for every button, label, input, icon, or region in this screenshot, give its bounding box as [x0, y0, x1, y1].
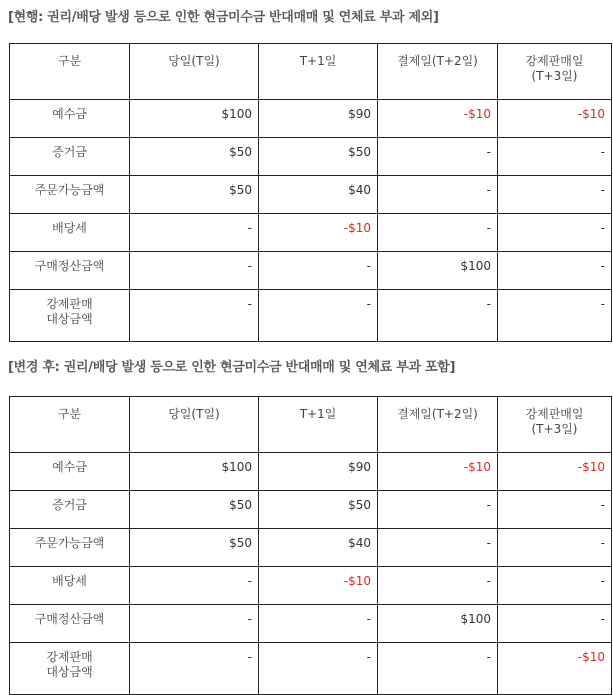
table-row [10, 529, 612, 567]
row-label: 증거금 [10, 491, 130, 529]
table-row [10, 176, 612, 214]
table-cell: - [259, 252, 378, 290]
table-cell: - [378, 529, 498, 567]
table-cell: $50 [130, 176, 259, 214]
table-cell: - [378, 138, 498, 176]
table-cell: - [259, 605, 378, 643]
table-row [10, 453, 612, 491]
row-label: 구매정산금액 [10, 605, 130, 643]
table-cell: $50 [130, 138, 259, 176]
row-label: 예수금 [10, 100, 130, 138]
table-cell: - [378, 290, 498, 342]
table-header-row [10, 397, 612, 453]
column-header: 결제일(T+2일) [378, 397, 498, 453]
table-cell: -$10 [378, 100, 498, 138]
table-cell: $50 [259, 491, 378, 529]
table-cell: $90 [259, 453, 378, 491]
table-cell: -$10 [259, 567, 378, 605]
table-cell: $100 [130, 100, 259, 138]
table-cell: - [498, 214, 612, 252]
row-label: 주문가능금액 [10, 176, 130, 214]
table-row [10, 100, 612, 138]
table-cell: - [498, 491, 612, 529]
table-cell: - [130, 290, 259, 342]
table-cell: - [259, 290, 378, 342]
table-cell: $90 [259, 100, 378, 138]
table-cell: -$10 [498, 643, 612, 695]
table-cell: - [498, 290, 612, 342]
table-cell: - [378, 491, 498, 529]
column-header: 구분 [10, 44, 130, 100]
column-header: 강제판매일 (T+3일) [498, 44, 612, 100]
column-header: 결제일(T+2일) [378, 44, 498, 100]
row-label: 주문가능금액 [10, 529, 130, 567]
table-cell: $50 [259, 138, 378, 176]
row-label: 구매정산금액 [10, 252, 130, 290]
table-cell: - [378, 567, 498, 605]
table-cell: $100 [378, 605, 498, 643]
table-cell: - [498, 176, 612, 214]
table-header-row [10, 44, 612, 100]
table-row [10, 214, 612, 252]
table-cell: - [498, 138, 612, 176]
table-cell: - [130, 567, 259, 605]
table-cell: -$10 [259, 214, 378, 252]
table-cell: - [378, 643, 498, 695]
settlement-table-changed [9, 396, 612, 695]
table-cell: - [498, 605, 612, 643]
table-cell: - [378, 214, 498, 252]
table-row [10, 252, 612, 290]
table-cell: - [130, 643, 259, 695]
row-label: 배당세 [10, 567, 130, 605]
column-header: 강제판매일 (T+3일) [498, 397, 612, 453]
column-header: 당일(T일) [130, 44, 259, 100]
row-label: 예수금 [10, 453, 130, 491]
column-header: T+1일 [259, 44, 378, 100]
table-row [10, 643, 612, 695]
table-cell: $50 [130, 491, 259, 529]
settlement-table-current [9, 43, 612, 342]
table-cell: -$10 [378, 453, 498, 491]
table-cell: $40 [259, 529, 378, 567]
table-cell: - [498, 529, 612, 567]
table-cell: $100 [130, 453, 259, 491]
table-cell: - [498, 567, 612, 605]
table-cell: - [378, 176, 498, 214]
row-label: 배당세 [10, 214, 130, 252]
section-title-current: [현행: 권리/배당 발생 등으로 인한 현금미수금 반대매매 및 연체료 부과 제외] [8, 10, 439, 25]
table-cell: - [130, 214, 259, 252]
table-cell: $50 [130, 529, 259, 567]
row-label: 강제판매 대상금액 [10, 290, 130, 342]
column-header: 당일(T일) [130, 397, 259, 453]
table-cell: - [130, 252, 259, 290]
table-cell: - [130, 605, 259, 643]
table-cell: - [259, 643, 378, 695]
column-header: T+1일 [259, 397, 378, 453]
table-cell: -$10 [498, 453, 612, 491]
section-title-changed: [변경 후: 권리/배당 발생 등으로 인한 현금미수금 반대매매 및 연체료 부과 포함] [8, 360, 456, 375]
row-label: 증거금 [10, 138, 130, 176]
column-header: 구분 [10, 397, 130, 453]
table-row [10, 567, 612, 605]
table-cell: $100 [378, 252, 498, 290]
table-row [10, 290, 612, 342]
table-cell: -$10 [498, 100, 612, 138]
table-row [10, 138, 612, 176]
table-row [10, 605, 612, 643]
row-label: 강제판매 대상금액 [10, 643, 130, 695]
table-cell: - [498, 252, 612, 290]
table-row [10, 491, 612, 529]
table-cell: $40 [259, 176, 378, 214]
